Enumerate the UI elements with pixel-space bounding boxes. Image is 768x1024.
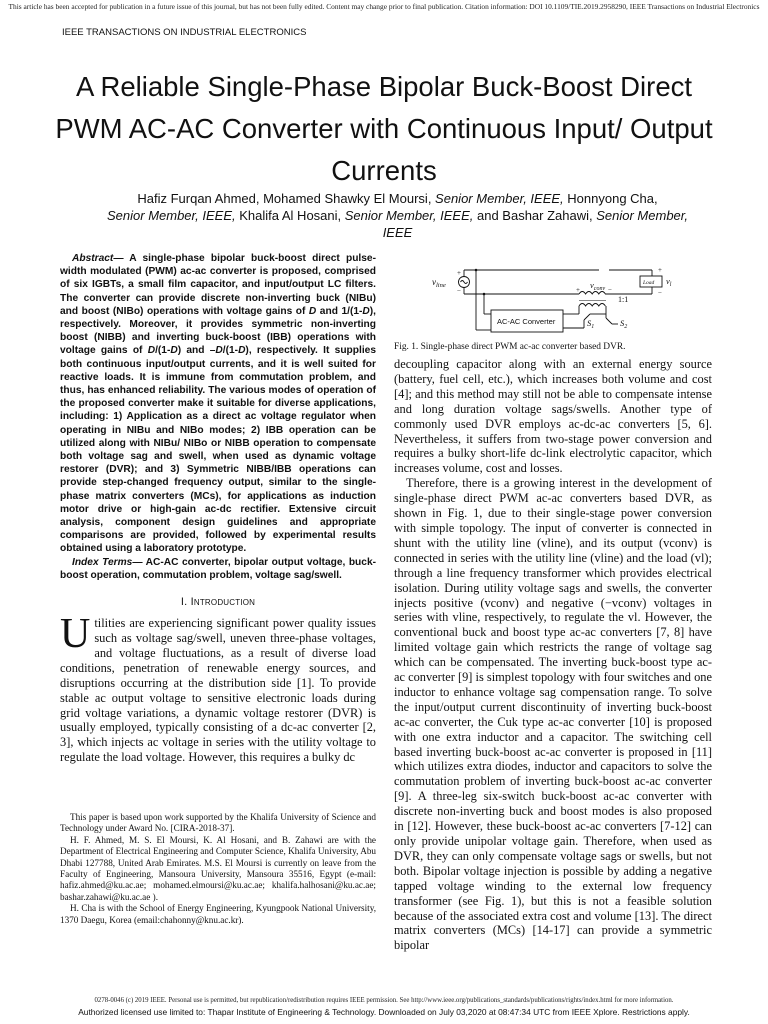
index-terms-lead: Index Terms [72,556,133,568]
svg-text:vconv [590,280,605,292]
footnote-affiliation-2: H. Cha is with the School of Energy Engineering, Kyungpook National University, 1370 Daegu, Korea (email:chahonny@knu.ac.kr). [60,903,376,925]
author-names-3: Khalifa Al Hosani, [235,208,345,223]
drop-cap: U [60,611,91,658]
body-paragraph-2: Therefore, there is a growing interest in the development of single-phase direct PWM ac-ac converters based DVR, as shown in Fig. 1, due to their single-stage power conversion with simple topology. The input of converter is connected in shunt with the utility line (vline), and its output (vconv) is connected in series with the utility line (vline) and the load (vl); through a line frequency transformer which provides electrical isolation. During utility voltage sags and swells, the converter injects positive (vconv) and negative (−vconv) voltages in series with vline, respectively, to regulate the vl. However, the conventional buck and boost type ac-ac converters [7, 8] have limited voltage gain which restricts the range of voltage sag which can be compensated. The inverting buck-boost type ac-ac converter [9] is simplest topology with four switches and one inductor to enhance voltage sag compensation range. To solve the input/output current discontinuity of inverting buck-boost ac-ac converter, the Cuk type ac-ac converter [10] is proposed with one extra inductor and a capacitor. The switching cell based inverting buck-boost ac-ac converter is proposed in [11] which utilizes extra diodes, inductor and capacitors to solve the commutation problem of inverting buck-boost ac-ac converter [9]. A three-leg six-switch buck-boost ac-ac converter with discrete non-inverting buck and boost modes is also proposed in [12]. However, these buck-boost ac-ac converters [7-12] can only provide unipolar voltage gain. Therefore, when used as DVR, they can only compensate voltage sags or swells, but not both. Bipolar voltage injection is possible by adding a negative tapped voltage winding to the external low frequency transformer (see Fig. 1), but this is not a feasible solution because of the associated extra cost and volume [13]. The direct matrix converters (MCs) [14-17] can provide a symmetric bipolar [394,476,712,953]
dvr-circuit-diagram [394,262,712,338]
label-v-line: v [432,277,436,287]
intro-text: tilities are experiencing significant power quality issues such as voltage sag/swell, uneven three-phase voltages, and voltage fluctuations, as a result of diverse load conditions, penetration of renewable energy sources, and disruptions occurring at the distribution side [1]. To provide stable ac output voltage to sensitive electronic loads during grid voltage variations, a dynamic voltage restorer (DVR) is usually employed, typically consisting of a dc-ac converter [2, 3], which injects ac voltage in series with the utility voltage to regulate the load voltage. However, this requires a bulky dc [60,616,376,765]
author-role-1: Senior Member, IEEE, [435,191,564,206]
abstract-var-d: D [308,305,317,317]
minus-sign-3: − [658,289,662,297]
paper-title: A Reliable Single-Phase Bipolar Buck-Boost Direct PWM AC-AC Converter with Continuous Input/ Output Currents [55,71,713,186]
accepted-article-banner: This article has been accepted for publication in a future issue of this journal, but has not been fully edited. Content may change prior to final publication. Citation information: DOI 10.1109/TIE.2019.2958290, IEEE Transactions on Industrial Electronics [8,2,760,11]
abstract-var-d: D [238,345,246,357]
label-s1-sub: 1 [591,324,595,330]
abstract-text-7: ), respectively. It supplies both continuous input/output currents, and it is well suited for reactive loads. It is immune from commutation problem, and thus, has enhanced reliability. The various modes of operation of the proposed converter make it suitable for diverse applications, including: 1) Application as a direct ac voltage regulator when operating in NIBu and NIBo modes; 2) IBB operation can be utilized along with NIBu/ NIBo or NIBB operation to compensate both voltage sag and swell, when used as dynamic voltage restorer (DVR); and 3) Symmetric NIBB/IBB operations can provide step-changed frequency output, similar to the single-phase matrix converters (MCs), for applications as induction motor drive or high-gain ac-dc rectifier. Extensive circuit analysis, component design guidelines and appropriate comparisons are provided, followed by experimental results obtained using a laboratory prototype. [60,345,376,555]
svg-text:vl [666,276,672,288]
index-terms [60,556,376,582]
label-s1: S [587,318,592,328]
body-paragraph-1: decoupling capacitor along with an external energy source (battery, fuel cell, etc.), which increases both volume and cost [4]; and this method may still not be able to compensate intense and long duration voltage sags/swells. Another type of commonly used DVR employs ac-dc-ac converters [5, 6]. Nevertheless, it suffers from two-stage power conversion and requires a bulky short-life dc-link electrolytic capacitor, which increases volume, cost and losses. [394,357,712,476]
journal-name: IEEE TRANSACTIONS ON INDUSTRIAL ELECTRONICS [62,27,307,38]
author-role-4: Senior Member, IEEE [382,208,688,240]
footnote-funding: This paper is based upon work supported by the Khalifa University of Science and Technology under Award No. [CIRA-2018-37]. [60,812,376,834]
left-column [60,252,376,765]
svg-text:S2 [620,318,627,330]
label-v-conv-sub: conv [593,286,606,292]
label-turns-ratio: 1:1 [618,295,629,304]
author-names-1: Hafiz Furqan Ahmed, Mohamed Shawky El Moursi, [137,191,436,206]
transformer-primary [579,304,605,307]
sine-wave-symbol [461,281,468,284]
author-names-2: Honnyong Cha, [563,191,658,206]
abstract-var-d: D [215,345,223,357]
label-v-l-sub: l [669,282,672,288]
abstract-var-d: D [170,345,178,357]
right-column [394,262,712,953]
figure-1 [394,262,712,338]
license-notice: Authorized licensed use limited to: Thapar Institute of Engineering & Technology. Downloaded on July 03,2020 at 08:47:34 UTC from IEEE Xplore. Restrictions apply. [78,1007,690,1017]
plus-sign-3: + [658,266,662,274]
abstract [60,252,376,556]
abstract-lead: Abstract [72,253,114,264]
label-v-conv: v [590,280,594,290]
plus-sign-1: + [457,269,461,277]
abstract-var-d: D [147,345,156,357]
footnotes [60,812,376,926]
author-names-4: and Bashar Zahawi, [473,208,597,223]
abstract-text-6: /(1- [222,345,239,357]
author-role-2: Senior Member, IEEE, [107,208,236,223]
label-v-l: v [666,276,670,286]
label-v-line-sub: line [436,282,446,289]
abstract-text-3: ), respectively. Moreover, it provides symmetric non-inverting boost (NIBB) and inverting buck-boost (IBB) operations with voltage gains of [60,305,376,357]
index-terms-text: — AC-AC converter, bipolar output voltage, buck-boost operation, commutation problem, voltage sag/swell. [60,556,377,581]
abstract-text-2: and 1/(1- [316,305,363,317]
abstract-var-d: D [362,305,370,317]
abstract-text-5: ) and – [177,345,216,357]
copyright-permission: 0278-0046 (c) 2019 IEEE. Personal use is permitted, but republication/redistribution requires IEEE permission. See http://www.ieee.org/publications_standards/publications/rights/index.html for more information. [94,997,674,1004]
minus-sign-2: − [608,286,612,294]
label-converter: AC-AC Converter [497,317,556,326]
label-s2: S [620,318,625,328]
abstract-text-1: — A single-phase bipolar buck-boost direct pulse-width modulated (PWM) ac-ac converter is proposed, comprised of six IGBTs, a small film capacitor, and input/output LC filters. The converter can provide discrete non-inverting buck (NIBu) and boost (NIBo) operations with voltage gains of [60,253,376,317]
svg-text:vline [432,277,446,289]
minus-sign-1: − [457,287,461,295]
abstract-text-4: /(1- [155,345,171,357]
svg-text:S1 [587,318,594,330]
intro-paragraph [60,611,376,765]
section-heading-introduction: I. Introduction [180,596,256,609]
footnote-affiliation-1: H. F. Ahmed, M. S. El Moursi, K. Al Hosani, and B. Zahawi are with the Department of Electrical Engineering and Computer Science, Khalifa University, Abu Dhabi 127788, United Arab Emirates. M.S. El Moursi is currently on leave from the Faculty of Engineering, Mansoura University, Mansoura 35516, Egypt (e-mail: hafiz.ahmed@ku.ac.ae; mohamed.elmoursi@ku.ac.ae; khalifa.halhosani@ku.ac.ae; bashar.zahawi@ku.ac.ae ). [60,834,377,902]
author-role-3: Senior Member, IEEE, [344,208,474,223]
figure-caption: Fig. 1. Single-phase direct PWM ac-ac converter based DVR. [394,342,626,352]
author-list [105,190,690,241]
label-load: Load [643,280,655,286]
plus-sign-2: + [576,286,580,294]
label-s2-sub: 2 [624,324,628,330]
